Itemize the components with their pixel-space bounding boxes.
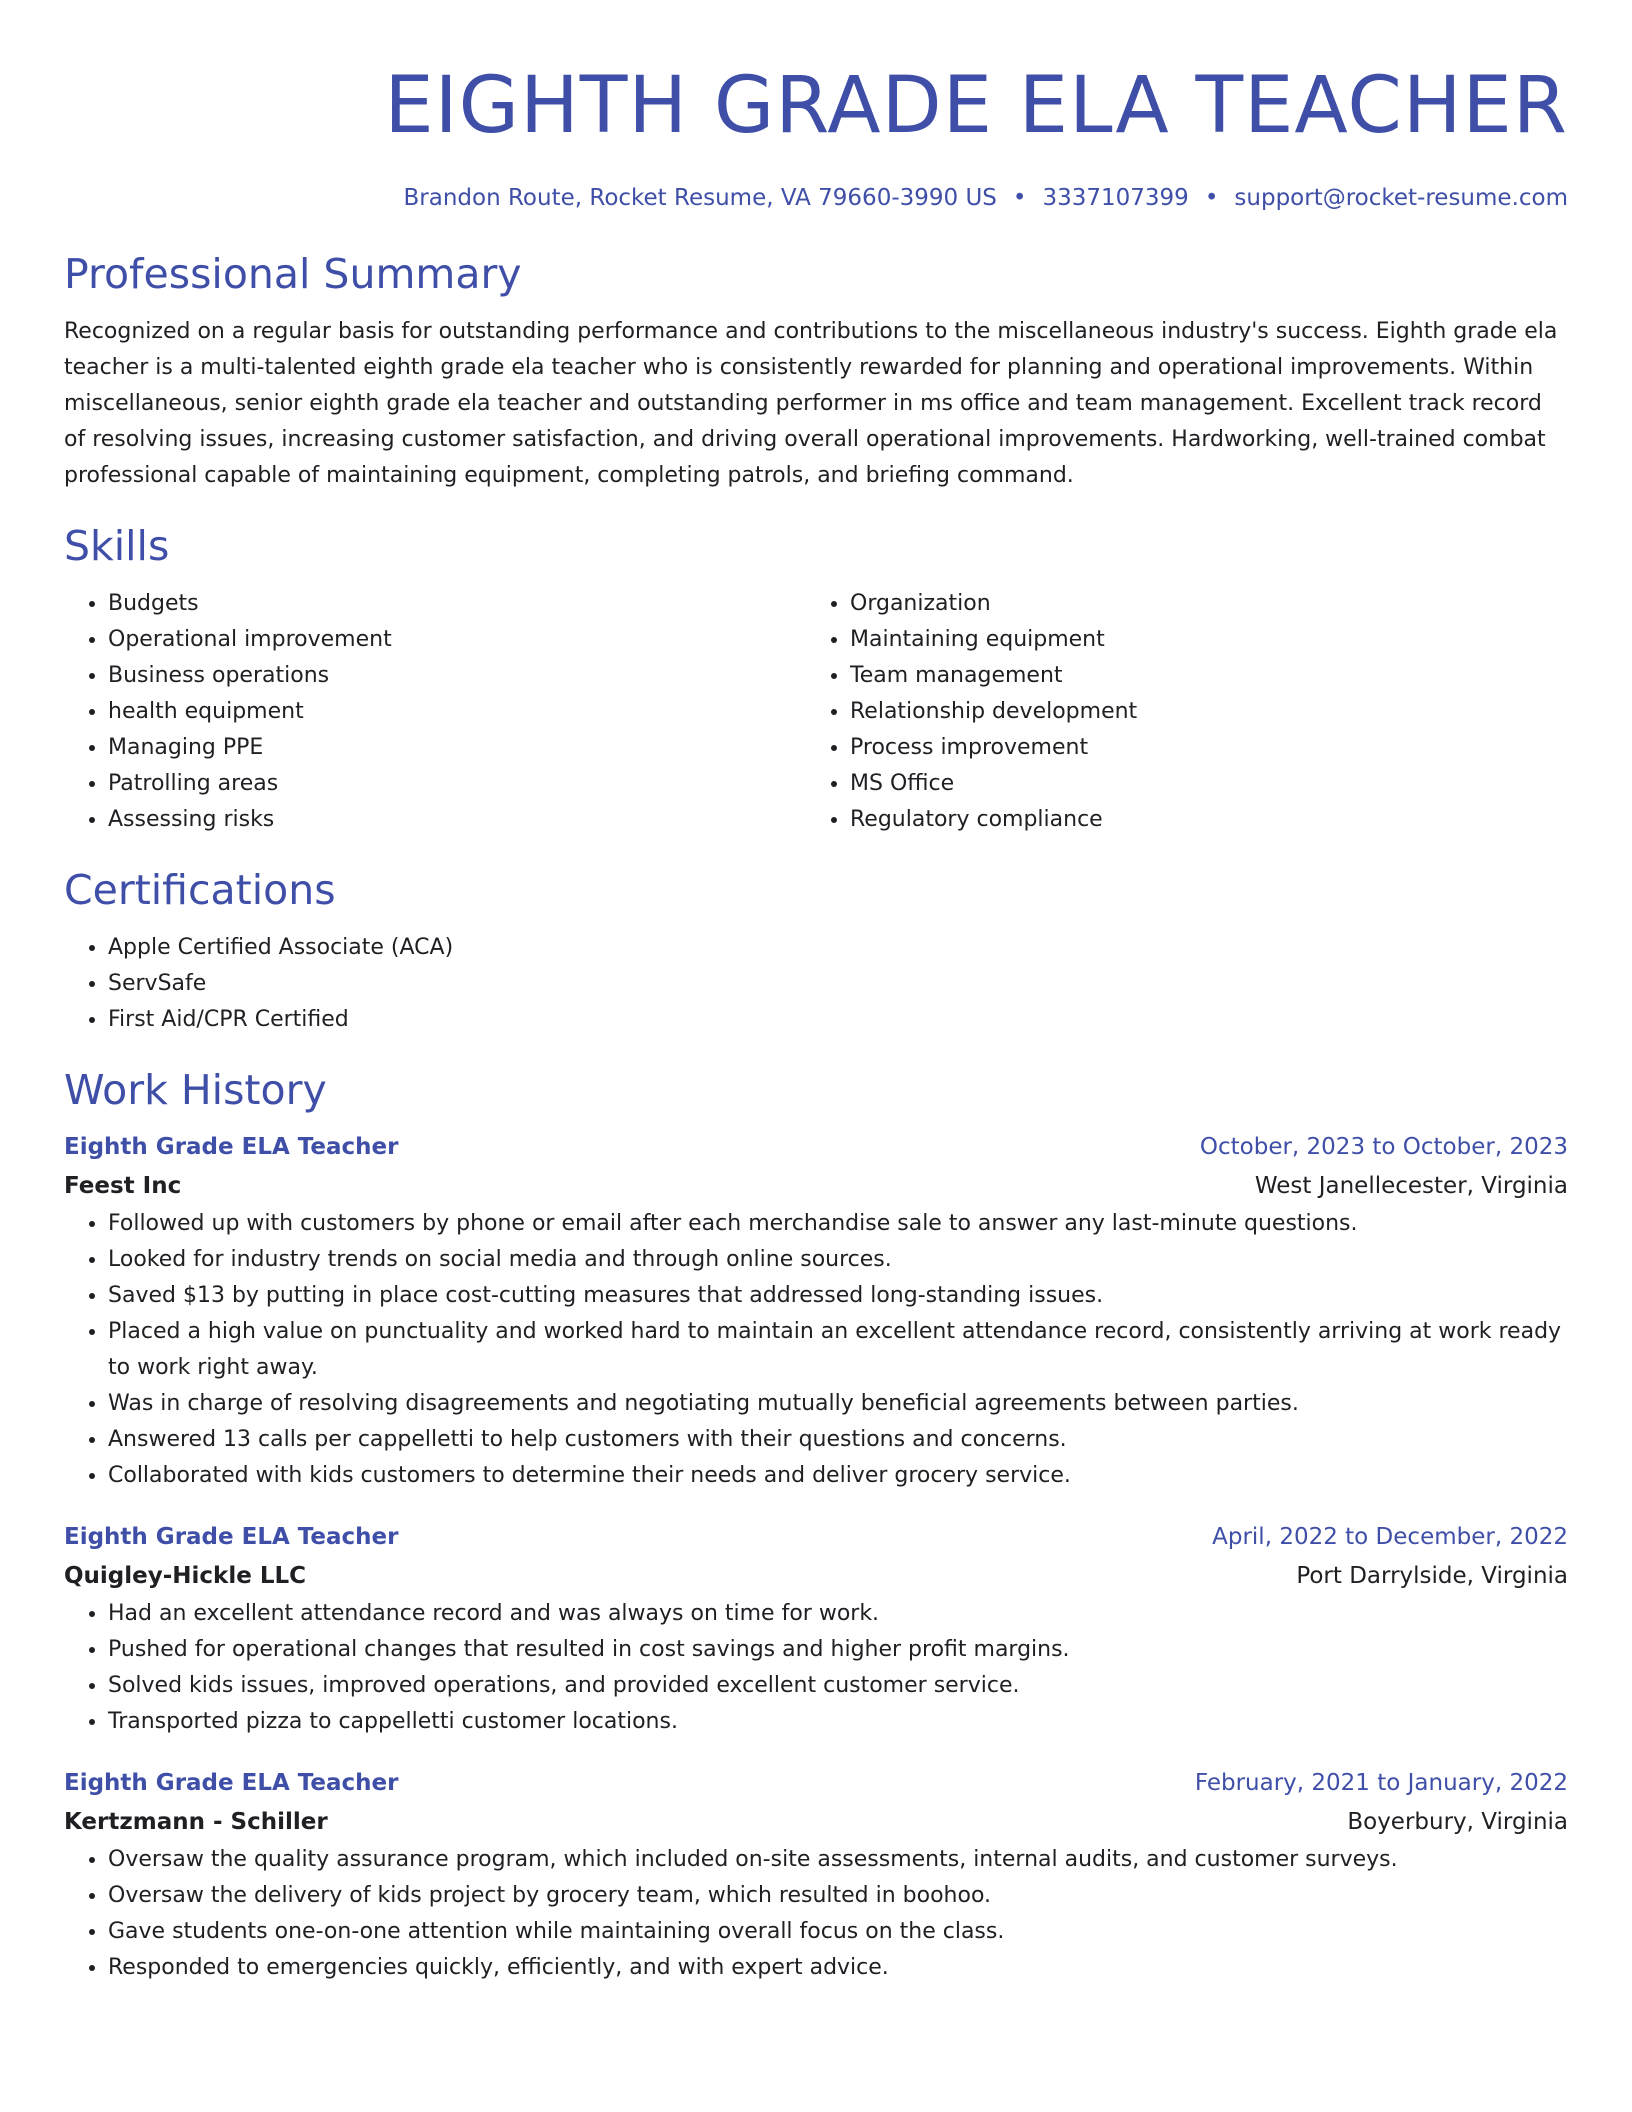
job-subheader <box>64 1556 1568 1596</box>
job-dates: October, 2023 to October, 2023 <box>1199 1134 1568 1160</box>
job-dates: April, 2022 to December, 2022 <box>1212 1524 1568 1550</box>
job-entry <box>64 1764 1568 1986</box>
skill-item: • Assessing risks <box>108 802 806 838</box>
resume-name: EIGHTH GRADE ELA TEACHER <box>384 61 1568 151</box>
job-bullet: • Followed up with customers by phone or email after each merchandise sale to answer any last-minute questions. <box>108 1206 1568 1242</box>
job-bullets <box>64 1206 1568 1494</box>
job-subheader <box>64 1166 1568 1206</box>
skill-item: • Regulatory compliance <box>850 802 1548 838</box>
job-entry <box>64 1128 1568 1494</box>
job-title: Eighth Grade ELA Teacher <box>64 1134 399 1160</box>
job-bullet: • Oversaw the quality assurance program, which included on-site assessments, internal audits, and customer surveys. <box>108 1842 1568 1878</box>
job-header <box>64 1764 1568 1802</box>
section-title-summary: Professional Summary <box>64 250 522 298</box>
job-bullet: • Looked for industry trends on social media and through online sources. <box>108 1242 1568 1278</box>
section-title-skills: Skills <box>64 522 170 570</box>
summary-section <box>64 248 1568 494</box>
skill-item: • Maintaining equipment <box>850 622 1548 658</box>
skill-item: • Operational improvement <box>108 622 806 658</box>
job-bullet: • Responded to emergencies quickly, efficiently, and with expert advice. <box>108 1950 1568 1986</box>
certification-item: • First Aid/CPR Certified <box>108 1002 1568 1038</box>
skills-section <box>64 520 1568 838</box>
contact-line <box>64 182 1568 214</box>
job-location: Boyerbury, Virginia <box>1347 1809 1568 1835</box>
job-bullet: • Saved $13 by putting in place cost-cutting measures that addressed long-standing issues. <box>108 1278 1568 1314</box>
skill-item: • Managing PPE <box>108 730 806 766</box>
job-bullets <box>64 1596 1568 1740</box>
work-history-section <box>64 1064 1568 1986</box>
certification-item: • ServSafe <box>108 966 1568 1002</box>
job-bullet: • Was in charge of resolving disagreements and negotiating mutually beneficial agreements between parties. <box>108 1386 1568 1422</box>
job-entry <box>64 1518 1568 1740</box>
skill-item: • Budgets <box>108 586 806 622</box>
separator-dot: • <box>1204 185 1219 211</box>
separator-dot: • <box>1012 185 1027 211</box>
job-bullet: • Answered 13 calls per cappelletti to help customers with their questions and concerns. <box>108 1422 1568 1458</box>
skill-item: • health equipment <box>108 694 806 730</box>
certification-item: • Apple Certified Associate (ACA) <box>108 930 1568 966</box>
section-title-certifications: Certifications <box>64 866 336 914</box>
job-bullet: • Solved kids issues, improved operations, and provided excellent customer service. <box>108 1668 1568 1704</box>
contact-address: Brandon Route, Rocket Resume, VA 79660-3990 US <box>403 185 997 211</box>
job-location: Port Darrylside, Virginia <box>1296 1563 1568 1589</box>
job-title: Eighth Grade ELA Teacher <box>64 1524 399 1550</box>
job-bullets <box>64 1842 1568 1986</box>
job-bullet: • Gave students one-on-one attention while maintaining overall focus on the class. <box>108 1914 1568 1950</box>
skill-item: • Business operations <box>108 658 806 694</box>
job-bullet: • Transported pizza to cappelletti customer locations. <box>108 1704 1568 1740</box>
certifications-section <box>64 864 1568 1038</box>
job-title: Eighth Grade ELA Teacher <box>64 1770 399 1796</box>
contact-phone: 3337107399 <box>1042 185 1189 211</box>
job-header <box>64 1518 1568 1556</box>
job-bullet: • Collaborated with kids customers to determine their needs and deliver grocery service. <box>108 1458 1568 1494</box>
skill-item: • Relationship development <box>850 694 1548 730</box>
job-bullet: • Oversaw the delivery of kids project by grocery team, which resulted in boohoo. <box>108 1878 1568 1914</box>
skill-item: • Organization <box>850 586 1548 622</box>
skill-item: • Patrolling areas <box>108 766 806 802</box>
contact-email: support@rocket-resume.com <box>1234 185 1568 211</box>
skill-item: • Team management <box>850 658 1548 694</box>
section-title-work-history: Work History <box>64 1066 327 1114</box>
skills-column-right <box>806 586 1548 838</box>
skills-column-left <box>64 586 806 838</box>
job-bullet: • Had an excellent attendance record and was always on time for work. <box>108 1596 1568 1632</box>
summary-text: Recognized on a regular basis for outstanding performance and contributions to the miscellaneous industry's success. Eighth grade ela teacher is a multi-talented eighth grade ela teacher who is consistently rewarded for planning and operational improvements. Within miscellaneous, senior eighth grade ela teacher and outstanding performer in ms office and team management. Excellent track record of resolving issues, increasing customer satisfaction, and driving overall operational improvements. Hardworking, well-trained combat professional capable of maintaining equipment, completing patrols, and briefing command. <box>64 319 1558 488</box>
job-company: Kertzmann - Schiller <box>64 1809 328 1835</box>
job-company: Quigley-Hickle LLC <box>64 1563 307 1589</box>
job-header <box>64 1128 1568 1166</box>
job-location: West Janellecester, Virginia <box>1254 1173 1568 1199</box>
skills-grid <box>64 586 1568 838</box>
job-bullet: • Placed a high value on punctuality and worked hard to maintain an excellent attendance record, consistently arriving at work ready to work right away. <box>108 1314 1568 1386</box>
job-subheader <box>64 1802 1568 1842</box>
job-bullet: • Pushed for operational changes that resulted in cost savings and higher profit margins. <box>108 1632 1568 1668</box>
job-dates: February, 2021 to January, 2022 <box>1194 1770 1568 1796</box>
skill-item: • MS Office <box>850 766 1548 802</box>
skill-item: • Process improvement <box>850 730 1548 766</box>
job-company: Feest Inc <box>64 1173 182 1199</box>
